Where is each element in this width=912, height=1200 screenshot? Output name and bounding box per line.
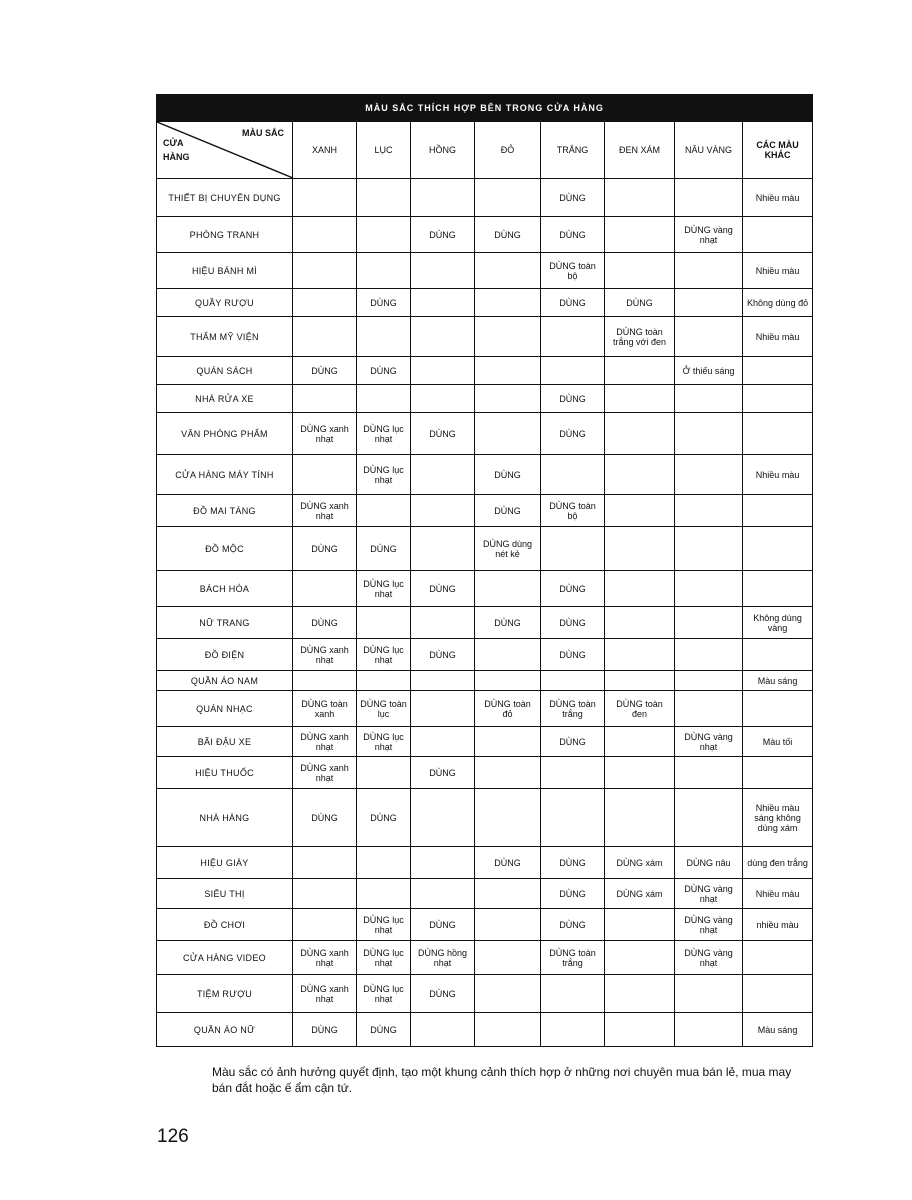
color-usage-cell: DÙNG xanh nhạt [293, 495, 357, 527]
store-name-cell: ĐỒ CHƠI [157, 909, 293, 941]
table-row [157, 941, 813, 975]
color-usage-cell [605, 357, 675, 385]
color-usage-cell [675, 385, 743, 413]
color-usage-cell [475, 1013, 541, 1047]
color-usage-cell: DÙNG [605, 289, 675, 317]
color-usage-cell: DÙNG [475, 607, 541, 639]
color-usage-cell [411, 455, 475, 495]
color-usage-cell [411, 253, 475, 289]
color-usage-cell [675, 413, 743, 455]
color-usage-cell [475, 671, 541, 691]
color-usage-cell [605, 671, 675, 691]
color-usage-cell [475, 571, 541, 607]
color-usage-cell [357, 253, 411, 289]
color-usage-cell [293, 879, 357, 909]
color-usage-cell: DÙNG toàn trắng [541, 941, 605, 975]
color-usage-cell: DÙNG [475, 217, 541, 253]
color-usage-cell [475, 879, 541, 909]
table-row [157, 385, 813, 413]
color-usage-cell: DÙNG toàn bộ [541, 253, 605, 289]
table-row [157, 727, 813, 757]
color-usage-cell [541, 757, 605, 789]
color-usage-cell: DÙNG xanh nhạt [293, 639, 357, 671]
color-usage-cell: DÙNG vàng nhạt [675, 217, 743, 253]
corner-header [157, 122, 293, 179]
color-usage-cell: DÙNG lục nhạt [357, 639, 411, 671]
color-usage-cell [293, 317, 357, 357]
color-usage-cell: DÙNG vàng nhạt [675, 909, 743, 941]
table-row [157, 691, 813, 727]
color-usage-cell: Màu sáng [743, 1013, 813, 1047]
table-row [157, 975, 813, 1013]
color-usage-cell [605, 975, 675, 1013]
table-row [157, 179, 813, 217]
store-name-cell: VĂN PHÒNG PHẨM [157, 413, 293, 455]
color-usage-cell: DÙNG xám [605, 847, 675, 879]
color-usage-cell [675, 289, 743, 317]
color-usage-cell [605, 607, 675, 639]
color-usage-cell: DÙNG [475, 495, 541, 527]
color-usage-cell [743, 217, 813, 253]
color-usage-cell: DÙNG [357, 527, 411, 571]
color-usage-cell [357, 847, 411, 879]
color-usage-cell: nhiều màu [743, 909, 813, 941]
color-usage-cell: DÙNG xám [605, 879, 675, 909]
store-name-cell: BÁCH HÓA [157, 571, 293, 607]
color-usage-cell: DÙNG toàn trắng với đen [605, 317, 675, 357]
color-usage-cell [743, 639, 813, 671]
corner-left-label [163, 136, 190, 164]
color-usage-cell: dùng đen trắng [743, 847, 813, 879]
color-usage-cell: DÙNG lục nhạt [357, 941, 411, 975]
store-name-cell: CỬA HÀNG MÁY TÍNH [157, 455, 293, 495]
color-usage-cell: DÙNG [541, 727, 605, 757]
color-usage-cell [293, 253, 357, 289]
table-row [157, 879, 813, 909]
color-usage-cell: DÙNG [411, 571, 475, 607]
color-usage-cell [743, 357, 813, 385]
color-usage-cell [357, 879, 411, 909]
color-usage-cell: Nhiều màu sáng không dùng xám [743, 789, 813, 847]
color-usage-cell [675, 691, 743, 727]
store-name-cell: ĐỒ ĐIỆN [157, 639, 293, 671]
color-usage-cell [541, 455, 605, 495]
table-row [157, 357, 813, 385]
color-usage-cell: Màu sáng [743, 671, 813, 691]
store-color-table [156, 94, 812, 1047]
color-usage-cell [475, 357, 541, 385]
color-usage-cell: DÙNG [411, 639, 475, 671]
color-usage-cell [675, 975, 743, 1013]
color-usage-cell [605, 941, 675, 975]
table-row [157, 789, 813, 847]
color-usage-cell: Nhiều màu [743, 253, 813, 289]
color-usage-cell: DÙNG vàng nhạt [675, 941, 743, 975]
color-usage-cell: DÙNG [411, 757, 475, 789]
store-name-cell: ĐỒ MỘC [157, 527, 293, 571]
color-usage-cell: DÙNG lục nhạt [357, 571, 411, 607]
color-usage-cell: DÙNG [541, 179, 605, 217]
color-usage-cell [411, 527, 475, 571]
color-usage-cell [475, 289, 541, 317]
table-row [157, 1013, 813, 1047]
color-usage-cell [475, 385, 541, 413]
table-row [157, 253, 813, 289]
table-row [157, 847, 813, 879]
color-usage-cell: DÙNG [475, 847, 541, 879]
color-usage-cell: DÙNG [541, 909, 605, 941]
store-name-cell: NHÀ RỬA XE [157, 385, 293, 413]
color-usage-cell: DÙNG toàn đen [605, 691, 675, 727]
color-usage-cell [475, 413, 541, 455]
color-usage-cell: DÙNG [541, 289, 605, 317]
color-usage-cell: DÙNG vàng nhạt [675, 879, 743, 909]
color-usage-cell [475, 909, 541, 941]
color-usage-cell [411, 691, 475, 727]
color-usage-cell [605, 527, 675, 571]
color-usage-cell: DÙNG lục nhạt [357, 727, 411, 757]
table-row [157, 527, 813, 571]
store-name-cell: BÃI ĐẬU XE [157, 727, 293, 757]
color-usage-cell: DÙNG [357, 357, 411, 385]
color-usage-cell: DÙNG [541, 217, 605, 253]
color-usage-cell [293, 217, 357, 253]
color-usage-cell [675, 607, 743, 639]
color-usage-cell [605, 909, 675, 941]
color-usage-cell: DÙNG [357, 789, 411, 847]
color-usage-cell [357, 179, 411, 217]
color-usage-cell [605, 413, 675, 455]
color-usage-cell [675, 571, 743, 607]
color-usage-cell: DÙNG toàn bộ [541, 495, 605, 527]
color-usage-cell [675, 455, 743, 495]
color-usage-cell [675, 495, 743, 527]
color-usage-cell [675, 639, 743, 671]
color-usage-cell [293, 179, 357, 217]
color-usage-cell [675, 317, 743, 357]
color-usage-cell: Không dùng đỏ [743, 289, 813, 317]
color-usage-cell: DÙNG toàn xanh [293, 691, 357, 727]
table-row [157, 571, 813, 607]
color-usage-cell [293, 385, 357, 413]
color-usage-cell: DÙNG [541, 607, 605, 639]
color-usage-cell: Nhiều màu [743, 179, 813, 217]
color-usage-cell: DÙNG [541, 413, 605, 455]
store-name-cell: QUẦN ÁO NỮ [157, 1013, 293, 1047]
color-usage-cell [293, 289, 357, 317]
table-row [157, 455, 813, 495]
store-name-cell: ĐỒ MAI TÁNG [157, 495, 293, 527]
color-usage-cell [475, 757, 541, 789]
color-usage-cell [411, 879, 475, 909]
color-usage-cell [475, 975, 541, 1013]
color-usage-cell [743, 413, 813, 455]
figure-caption: Màu sắc có ảnh hưởng quyết định, tạo một khung cảnh thích hợp ở những nơi chuyên mua bán lẻ, mua may bán đắt hoặc ế ẩm cận tứ. [212, 1065, 792, 1095]
color-usage-cell: DÙNG xanh nhạt [293, 757, 357, 789]
color-usage-cell [411, 495, 475, 527]
color-usage-cell [357, 495, 411, 527]
color-usage-cell: Nhiều màu [743, 455, 813, 495]
color-usage-cell [541, 357, 605, 385]
color-usage-cell [411, 789, 475, 847]
color-usage-cell [411, 847, 475, 879]
store-name-cell: THẨM MỸ VIỆN [157, 317, 293, 357]
color-usage-cell [605, 727, 675, 757]
color-usage-cell [541, 317, 605, 357]
color-usage-cell: Nhiều màu [743, 879, 813, 909]
column-header: HỒNG [411, 122, 475, 179]
table-row [157, 639, 813, 671]
color-usage-cell [605, 385, 675, 413]
column-header: ĐEN XÁM [605, 122, 675, 179]
table-row [157, 317, 813, 357]
color-usage-cell [541, 975, 605, 1013]
color-usage-cell [541, 671, 605, 691]
table-row [157, 909, 813, 941]
color-usage-cell [605, 757, 675, 789]
color-usage-cell: Ở thiếu sáng [675, 357, 743, 385]
column-header: LỤC [357, 122, 411, 179]
color-usage-cell: DÙNG vàng nhạt [675, 727, 743, 757]
color-usage-cell [743, 495, 813, 527]
color-usage-cell [743, 571, 813, 607]
color-usage-cell: DÙNG [293, 357, 357, 385]
color-usage-cell [411, 727, 475, 757]
color-usage-cell [293, 671, 357, 691]
color-usage-cell [675, 757, 743, 789]
color-usage-cell [743, 757, 813, 789]
color-usage-cell [411, 179, 475, 217]
color-usage-cell [357, 607, 411, 639]
color-usage-cell: DÙNG [541, 639, 605, 671]
table-row [157, 217, 813, 253]
color-usage-cell [743, 941, 813, 975]
color-usage-cell [411, 357, 475, 385]
column-header: ĐỎ [475, 122, 541, 179]
color-usage-cell: DÙNG [357, 1013, 411, 1047]
color-usage-cell: DÙNG [293, 527, 357, 571]
color-usage-cell [675, 253, 743, 289]
color-usage-cell: DÙNG lục nhạt [357, 413, 411, 455]
table-row [157, 413, 813, 455]
table-row [157, 757, 813, 789]
color-usage-cell [605, 639, 675, 671]
color-usage-cell: Nhiều màu [743, 317, 813, 357]
color-usage-cell: DÙNG [541, 385, 605, 413]
color-usage-cell [475, 179, 541, 217]
store-name-cell: TIỆM RƯỢU [157, 975, 293, 1013]
store-name-cell: SIÊU THỊ [157, 879, 293, 909]
color-usage-cell [675, 789, 743, 847]
color-usage-cell [357, 385, 411, 413]
color-usage-cell [475, 727, 541, 757]
color-usage-cell: Không dùng vàng [743, 607, 813, 639]
color-usage-cell [541, 527, 605, 571]
color-usage-cell: DÙNG [411, 909, 475, 941]
color-usage-cell: DÙNG xanh nhạt [293, 975, 357, 1013]
color-usage-cell: DÙNG [411, 217, 475, 253]
color-usage-cell: DÙNG hồng nhạt [411, 941, 475, 975]
color-usage-cell [743, 527, 813, 571]
color-usage-cell [743, 691, 813, 727]
color-usage-cell [475, 941, 541, 975]
color-usage-cell [293, 909, 357, 941]
color-usage-cell: DÙNG toàn trắng [541, 691, 605, 727]
color-usage-cell: DÙNG lục nhạt [357, 455, 411, 495]
color-usage-cell: DÙNG [293, 1013, 357, 1047]
color-usage-cell [411, 317, 475, 357]
color-usage-cell [541, 789, 605, 847]
table-row [157, 607, 813, 639]
store-name-cell: QUÁN SÁCH [157, 357, 293, 385]
color-usage-cell [475, 639, 541, 671]
color-usage-cell: DÙNG [475, 455, 541, 495]
color-usage-cell [293, 455, 357, 495]
table-title: MÀU SẮC THÍCH HỢP BÊN TRONG CỬA HÀNG [157, 95, 813, 122]
color-usage-cell [605, 253, 675, 289]
color-usage-cell: DÙNG [411, 975, 475, 1013]
color-usage-cell [293, 847, 357, 879]
color-usage-cell [357, 671, 411, 691]
color-usage-cell [475, 789, 541, 847]
color-usage-cell: DÙNG [293, 789, 357, 847]
page-number: 126 [157, 1126, 189, 1147]
color-usage-cell [743, 385, 813, 413]
store-name-cell: QUẦN ÁO NAM [157, 671, 293, 691]
color-usage-cell [605, 179, 675, 217]
color-usage-cell: DÙNG xanh nhạt [293, 941, 357, 975]
color-usage-cell: DÙNG [541, 879, 605, 909]
column-header: CÁC MÀU KHÁC [743, 122, 813, 179]
corner-left-label-1: CỬA [163, 138, 184, 148]
color-table-grid [156, 94, 813, 1047]
color-usage-cell [357, 217, 411, 253]
color-usage-cell: DÙNG dùng nét kẻ [475, 527, 541, 571]
store-name-cell: QUÁN NHẠC [157, 691, 293, 727]
color-usage-cell [475, 253, 541, 289]
color-usage-cell: Màu tối [743, 727, 813, 757]
color-usage-cell [675, 527, 743, 571]
column-header: XANH [293, 122, 357, 179]
table-row [157, 289, 813, 317]
color-usage-cell: DÙNG toàn lục [357, 691, 411, 727]
store-name-cell: NHÀ HÀNG [157, 789, 293, 847]
color-usage-cell: DÙNG toàn đỏ [475, 691, 541, 727]
column-header: NÂU VÀNG [675, 122, 743, 179]
color-usage-cell [357, 317, 411, 357]
color-usage-cell [357, 757, 411, 789]
color-usage-cell [475, 317, 541, 357]
color-usage-cell: DÙNG [411, 413, 475, 455]
color-usage-cell: DÙNG xanh nhạt [293, 413, 357, 455]
corner-top-label: MÀU SẮC [242, 128, 284, 138]
color-usage-cell [675, 1013, 743, 1047]
color-usage-cell: DÙNG [541, 571, 605, 607]
color-usage-cell [411, 607, 475, 639]
column-header: TRẮNG [541, 122, 605, 179]
color-usage-cell [675, 179, 743, 217]
color-usage-cell [605, 1013, 675, 1047]
color-usage-cell [605, 789, 675, 847]
color-usage-cell: DÙNG [293, 607, 357, 639]
color-usage-cell [743, 975, 813, 1013]
color-usage-cell [605, 217, 675, 253]
store-name-cell: NỮ TRANG [157, 607, 293, 639]
table-row [157, 671, 813, 691]
color-usage-cell [411, 385, 475, 413]
color-usage-cell: DÙNG [541, 847, 605, 879]
color-usage-cell [675, 671, 743, 691]
color-usage-cell [605, 455, 675, 495]
color-usage-cell: DÙNG nâu [675, 847, 743, 879]
color-usage-cell: DÙNG [357, 289, 411, 317]
color-usage-cell [605, 571, 675, 607]
color-usage-cell [411, 289, 475, 317]
store-name-cell: THIẾT BỊ CHUYÊN DỤNG [157, 179, 293, 217]
store-name-cell: HIỆU THUỐC [157, 757, 293, 789]
color-usage-cell: DÙNG lục nhạt [357, 975, 411, 1013]
color-usage-cell [411, 671, 475, 691]
store-name-cell: HIỆU BÁNH MÌ [157, 253, 293, 289]
store-name-cell: HIỆU GIÀY [157, 847, 293, 879]
store-name-cell: CỬA HÀNG VIDEO [157, 941, 293, 975]
corner-left-label-2: HÀNG [163, 152, 190, 162]
color-usage-cell [411, 1013, 475, 1047]
color-usage-cell: DÙNG lục nhạt [357, 909, 411, 941]
table-body [157, 179, 813, 1047]
color-usage-cell [293, 571, 357, 607]
color-usage-cell: DÙNG xanh nhạt [293, 727, 357, 757]
color-usage-cell [541, 1013, 605, 1047]
store-name-cell: QUẦY RƯỢU [157, 289, 293, 317]
store-name-cell: PHÒNG TRANH [157, 217, 293, 253]
table-row [157, 495, 813, 527]
color-usage-cell [605, 495, 675, 527]
